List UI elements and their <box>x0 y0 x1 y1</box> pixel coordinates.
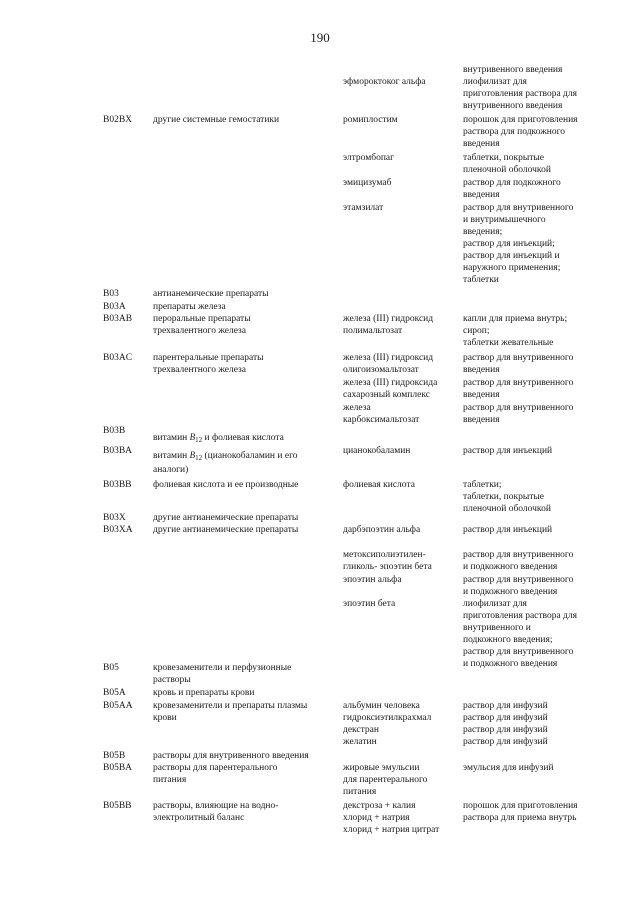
dosage-form: лиофилизат для приготовления раствора для внутривенного введения <box>463 77 577 111</box>
group-name: растворы для внутривенного введения <box>153 751 309 761</box>
atc-code: B02BX <box>103 115 133 125</box>
text-fragment: витамин <box>153 433 190 443</box>
group-name: пероральные препараты трехвалентного железа <box>153 314 251 336</box>
vitamin-symbol: B <box>189 450 196 460</box>
atc-code: B03AB <box>103 314 133 324</box>
group-name: другие антианемические препараты <box>153 513 299 523</box>
drug-name: фолиевая кислота <box>343 480 415 490</box>
atc-code: B03A <box>103 302 126 312</box>
dosage-form: раствор для внутривенного и внутримышечного введения; раствор для инъекций; раствор для инъекций и наружного применения; таблетки <box>463 203 574 285</box>
group-name <box>153 425 333 446</box>
group-name <box>153 445 333 476</box>
drug-name: железа (III) гидроксида сахарозный комплекс <box>343 378 438 400</box>
drug-name: эпоэтин бета <box>343 599 396 609</box>
group-name: препараты железа <box>153 302 226 312</box>
atc-code: B03BB <box>103 480 132 490</box>
dosage-form: раствор для внутривенного введения <box>463 353 574 375</box>
atc-code: B03XA <box>103 525 133 535</box>
group-name: растворы, влияющие на водно- электролитный баланс <box>153 801 279 823</box>
vitamin-symbol: B <box>189 432 196 442</box>
drug-name: этамзилат <box>343 203 384 213</box>
drug-name: эпоэтин альфа <box>343 575 402 585</box>
dosage-form: раствор для инъекций <box>463 525 553 535</box>
drug-name: эфмороктоког альфа <box>343 77 426 87</box>
group-name: растворы для парентерального питания <box>153 763 278 785</box>
dosage-form: раствор для инъекций <box>463 446 553 456</box>
drug-name: элтромбопаг <box>343 153 395 163</box>
drug-name: железа (III) гидроксид олигоизомальтозат <box>343 353 434 375</box>
drug-name: альбумин человека гидроксиэтилкрахмал декстран желатин <box>343 701 432 747</box>
atc-code: B03BA <box>103 446 133 456</box>
dosage-form: эмульсия для инфузий <box>463 763 554 773</box>
text-fragment: и фолиевая кислота <box>202 433 284 443</box>
atc-code: B03X <box>103 513 126 523</box>
group-name: другие системные гемостатики <box>153 115 280 125</box>
atc-code: B05BB <box>103 801 132 811</box>
group-name: антианемические препараты <box>153 289 269 299</box>
atc-code: B05AA <box>103 701 133 711</box>
dosage-form: таблетки; таблетки, покрытые пленочной оболочкой <box>463 480 551 514</box>
group-name: кровь и препараты крови <box>153 688 255 698</box>
atc-code: B03 <box>103 289 119 299</box>
drug-name: железа карбоксимальтозат <box>343 403 420 425</box>
page-number: 190 <box>310 30 330 45</box>
text-fragment: аналоги) <box>153 465 189 475</box>
group-name: фолиевая кислота и ее производные <box>153 480 299 490</box>
dosage-form: таблетки, покрытые пленочной оболочкой <box>463 153 551 175</box>
atc-code: B05BA <box>103 763 133 773</box>
dosage-form: раствор для внутривенного введения <box>463 378 574 400</box>
atc-code: B03B <box>103 426 126 436</box>
dosage-form: раствор для внутривенного введения <box>463 403 574 425</box>
group-name: кровезаменители и перфузионные растворы <box>153 663 292 685</box>
vitamin-subscript: 12 <box>195 454 203 462</box>
drug-name: жировые эмульсии для парентерального питания <box>343 763 428 797</box>
drug-name: дарбэпоэтин альфа <box>343 525 421 535</box>
vitamin-b12-name <box>153 449 333 464</box>
atc-code: B05A <box>103 688 126 698</box>
vitamin-b12-name <box>153 431 333 446</box>
dosage-form: порошок для приготовления раствора для подкожного введения <box>463 115 578 149</box>
dosage-form: раствор для внутривенного и подкожного введения <box>463 575 574 597</box>
dosage-form: раствор для подкожного введения <box>463 178 561 200</box>
atc-code: B05 <box>103 663 119 673</box>
dosage-form: раствор для внутривенного и подкожного введения <box>463 550 574 572</box>
atc-code: B05B <box>103 751 126 761</box>
text-fragment: (цианокобаламин и его <box>202 451 298 461</box>
drug-name: эмицизумаб <box>343 178 392 188</box>
group-name: другие антианемические препараты <box>153 525 299 535</box>
text-fragment: витамин <box>153 451 190 461</box>
dosage-form: раствор для инфузий раствор для инфузий раствор для инфузий раствор для инфузий <box>463 701 548 747</box>
group-name: парентеральные препараты трехвалентного железа <box>153 353 264 375</box>
dosage-form: внутривенного введения <box>463 65 563 75</box>
drug-name: декстроза + калия хлорид + натрия хлорид + натрия цитрат <box>343 801 440 835</box>
drug-name: железа (III) гидроксид полимальтозат <box>343 314 434 336</box>
dosage-form: капли для приема внутрь; сироп; таблетки жевательные <box>463 314 568 348</box>
drug-name: ромиплостим <box>343 115 398 125</box>
drug-name: цианокобаламин <box>343 446 411 456</box>
dosage-form: лиофилизат для приготовления раствора для внутривенного и подкожного введения; раствор для внутривенного и подкожного введения <box>463 599 577 669</box>
drug-name: метоксиполиэтилен- гликоль- эпоэтин бета <box>343 550 432 572</box>
atc-code: B03AC <box>103 353 133 363</box>
dosage-form: порошок для приготовления раствора для приема внутрь <box>463 801 578 823</box>
vitamin-subscript: 12 <box>195 436 203 444</box>
group-name: кровезаменители и препараты плазмы крови <box>153 701 308 723</box>
